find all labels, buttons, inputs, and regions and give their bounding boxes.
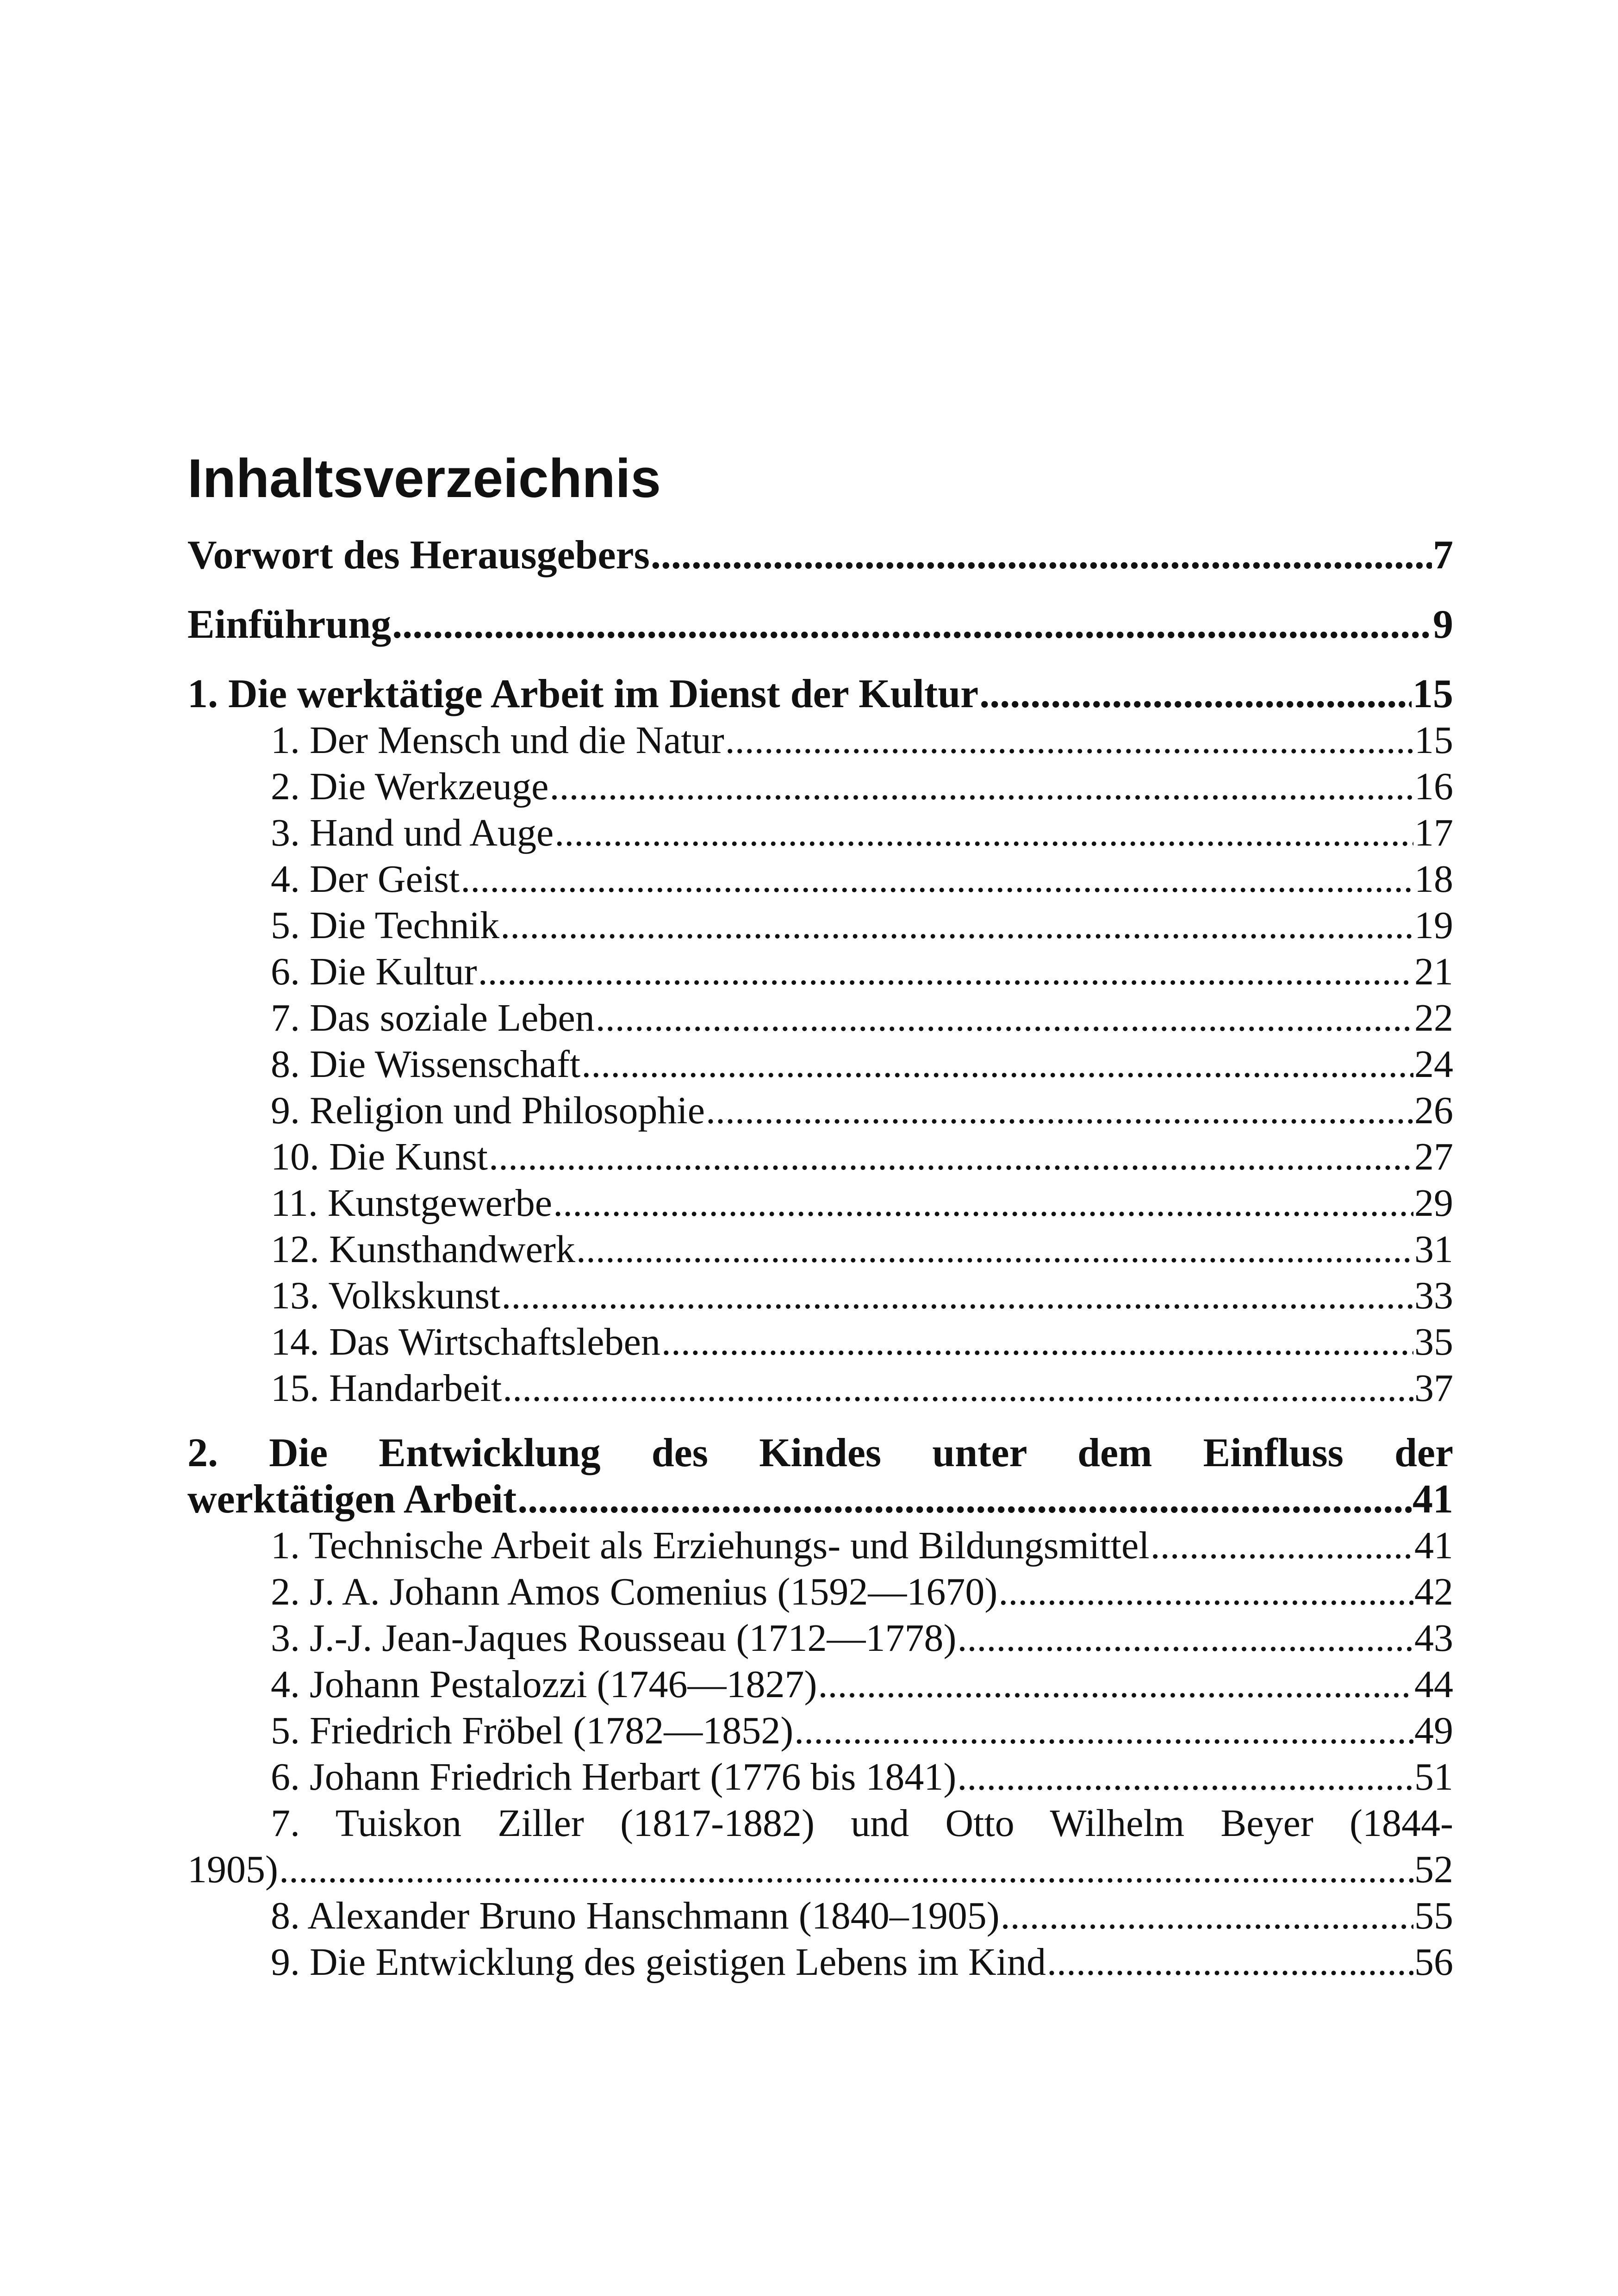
toc-entry-title: 3. J.-J. Jean-Jaques Rousseau (1712—1778) [271,1617,957,1660]
toc-section-1-9[interactable] [187,1088,1453,1134]
dot-leader [1001,1893,1413,1939]
toc-entry-page: 52 [1414,1848,1453,1891]
dot-leader [517,1476,1412,1523]
toc-entry-title: 8. Alexander Bruno Hanschmann (1840–1905) [271,1894,1000,1937]
dot-leader [489,1134,1413,1180]
toc-entry-title: 6. Johann Friedrich Herbart (1776 bis 1841) [271,1755,957,1798]
toc-section-1-11[interactable] [187,1180,1453,1226]
toc-entry-title: 14. Das Wirtschaftsleben [271,1320,660,1363]
toc-entry-page: 49 [1414,1709,1453,1752]
toc-entry-page: 9 [1433,602,1453,647]
toc-entry-title: Vorwort des Herausgebers [187,533,650,578]
toc-entry-page: 56 [1414,1941,1453,1984]
toc-heading: Inhaltsverzeichnis [187,448,661,509]
toc-entry-title: 10. Die Kunst [271,1135,488,1178]
toc-section-1-7[interactable] [187,995,1453,1041]
toc-entry-page: 41 [1413,1477,1453,1522]
toc-entry-vorwort[interactable] [187,532,1453,579]
dot-leader [576,1226,1413,1273]
toc-entry-title: 1. Der Mensch und die Natur [271,719,724,762]
toc-section-1-1[interactable] [187,717,1453,764]
toc-entry-title: 9. Die Entwicklung des geistigen Lebens im Kind [271,1941,1046,1984]
toc-entry-title: 1. Technische Arbeit als Erziehungs- und Bildungsmittel [271,1524,1150,1567]
toc-entry-page: 51 [1414,1755,1453,1798]
dot-leader [500,902,1413,949]
toc-entry-title: 2. Die Werkzeuge [271,765,549,808]
dot-leader [725,717,1413,764]
toc-entry-page: 27 [1414,1135,1453,1178]
toc-entry-page: 55 [1414,1894,1453,1937]
toc-section-1-14[interactable] [187,1319,1453,1365]
toc-entry-title: 9. Religion und Philosophie [271,1089,705,1132]
toc-section-1-2[interactable] [187,764,1453,810]
toc-entry-page: 24 [1414,1043,1453,1086]
toc-entry-page: 15 [1413,672,1453,716]
toc-entry-title: 6. Die Kultur [271,950,477,993]
toc-entry-title: 15. Handarbeit [271,1367,502,1410]
dot-leader [957,1754,1413,1800]
toc-entry-page: 29 [1414,1182,1453,1225]
toc-section-1-8[interactable] [187,1041,1453,1088]
toc-entry-title-line-2: werktätigen Arbeit [187,1477,517,1522]
dot-leader [478,949,1413,995]
toc-entry-title: 7. Das soziale Leben [271,996,595,1039]
toc-section-2-5[interactable] [187,1708,1453,1754]
toc-entry-title: 2. J. A. Johann Amos Comenius (1592—1670) [271,1570,998,1613]
toc-entry-page: 16 [1414,765,1453,808]
toc-entry-page: 15 [1414,719,1453,762]
toc-entry-title: 1. Die werktätige Arbeit im Dienst der Kultur [187,672,979,716]
toc-chapter-1[interactable] [187,671,1453,717]
dot-leader [1151,1523,1413,1569]
toc-entry-title: 4. Johann Pestalozzi (1746—1827) [271,1663,817,1706]
toc-entry-page: 22 [1414,996,1453,1039]
dot-leader [957,1615,1413,1661]
dot-leader [392,602,1432,648]
toc-section-1-12[interactable] [187,1226,1453,1273]
toc-entry-title: 5. Die Technik [271,904,500,947]
toc-entry-title-line-1: 2. Die Entwicklung des Kindes unter dem Einfluss der [187,1431,1453,1475]
toc-section-2-6[interactable] [187,1754,1453,1800]
toc-entry-page: 21 [1414,950,1453,993]
toc-section-2-7[interactable] [187,1800,1453,1893]
toc-entry-title: 11. Kunstgewerbe [271,1182,553,1225]
toc-list [187,532,1453,1985]
toc-entry-title-line-1: 7. Tuiskon Ziller (1817-1882) und Otto Wilhelm Beyer (1844- [271,1802,1453,1845]
toc-entry-title-line-2: 1905) [187,1848,278,1891]
toc-entry-page: 19 [1414,904,1453,947]
toc-section-2-1[interactable] [187,1523,1453,1569]
toc-entry-page: 42 [1414,1570,1453,1613]
toc-entry-title: 5. Friedrich Fröbel (1782—1852) [271,1709,794,1752]
toc-entry-page: 7 [1433,533,1453,578]
dot-leader [501,1273,1413,1319]
toc-entry-page: 44 [1414,1663,1453,1706]
dot-leader [503,1365,1413,1412]
dot-leader [279,1847,1413,1893]
toc-section-1-4[interactable] [187,856,1453,902]
toc-section-2-9[interactable] [187,1939,1453,1985]
toc-entry-line-2 [187,1476,1453,1523]
dot-leader [979,671,1412,717]
toc-section-1-13[interactable] [187,1273,1453,1319]
toc-section-2-2[interactable] [187,1569,1453,1615]
toc-entry-title: Einführung [187,602,392,647]
toc-section-2-3[interactable] [187,1615,1453,1661]
dot-leader [1047,1939,1413,1985]
toc-section-1-10[interactable] [187,1134,1453,1180]
toc-section-2-4[interactable] [187,1661,1453,1708]
toc-entry-einfuehrung[interactable] [187,602,1453,648]
dot-leader [661,1319,1413,1365]
toc-entry-title: 3. Hand und Auge [271,811,554,854]
toc-entry-page: 26 [1414,1089,1453,1132]
toc-entry-page: 17 [1414,811,1453,854]
dot-leader [581,1041,1413,1088]
toc-section-2-8[interactable] [187,1893,1453,1939]
toc-entry-page: 33 [1414,1274,1453,1317]
toc-entry-title: 13. Volkskunst [271,1274,501,1317]
toc-entry-page: 37 [1414,1367,1453,1410]
toc-entry-page: 41 [1414,1524,1453,1567]
dot-leader [596,995,1413,1041]
toc-entry-line-2 [187,1847,1453,1893]
toc-section-1-15[interactable] [187,1365,1453,1412]
dot-leader [998,1569,1413,1615]
toc-entry-page: 35 [1414,1320,1453,1363]
toc-entry-title: 4. Der Geist [271,858,460,901]
dot-leader [706,1088,1413,1134]
toc-chapter-2[interactable] [187,1430,1453,1523]
toc-section-1-6[interactable] [187,949,1453,995]
toc-entry-title: 8. Die Wissenschaft [271,1043,581,1086]
dot-leader [794,1708,1413,1754]
dot-leader [461,856,1413,902]
dot-leader [554,810,1413,856]
dot-leader [549,764,1413,810]
toc-section-1-3[interactable] [187,810,1453,856]
toc-section-1-5[interactable] [187,902,1453,949]
dot-leader [818,1661,1413,1708]
dot-leader [553,1180,1413,1226]
toc-entry-page: 18 [1414,858,1453,901]
toc-entry-page: 31 [1414,1228,1453,1271]
toc-entry-page: 43 [1414,1617,1453,1660]
dot-leader [651,532,1432,579]
toc-entry-title: 12. Kunsthandwerk [271,1228,575,1271]
